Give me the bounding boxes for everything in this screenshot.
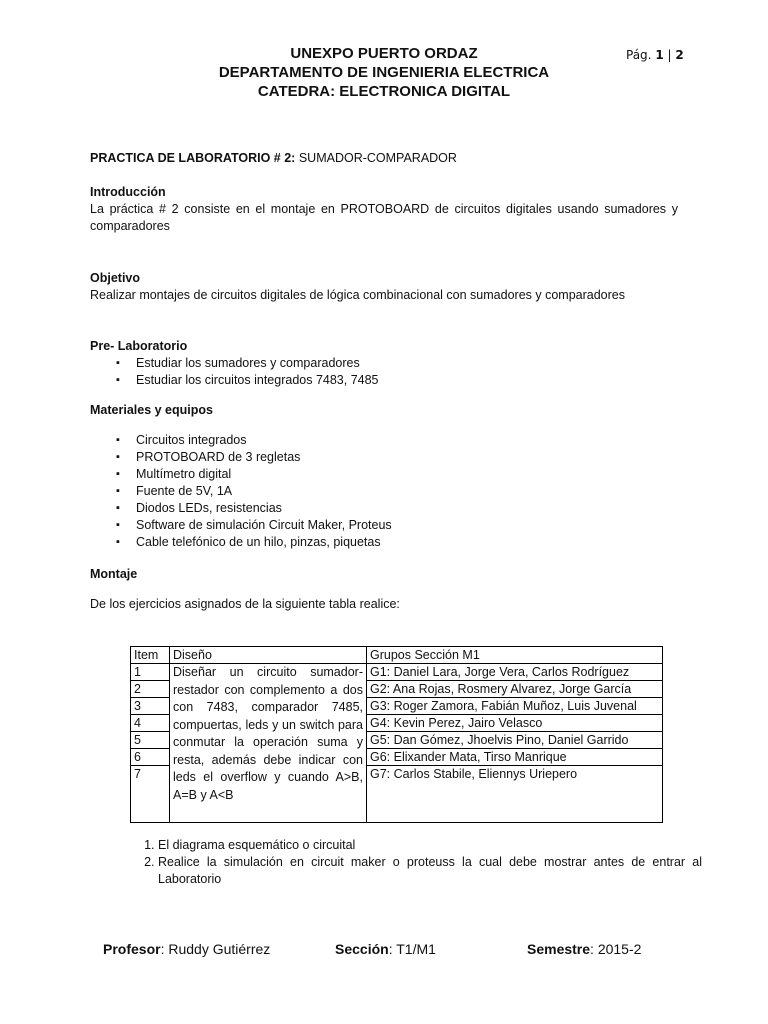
semester-label: Semestre [527,941,591,957]
footer-semester [527,941,641,957]
header-department: DEPARTAMENTO DE INGENIERIA ELECTRICA [218,64,550,81]
assignment-table [130,646,663,823]
design-cell: Diseñar un circuito sumador-restador con complemento a dos con 7483, comparador 7485, compuertas, leds y un switch para conmutar la operación suma y resta, además debe indicar con leds el overflow y cuando A>B, A=B y A<B [170,664,367,823]
list-item: ▪ Diodos LEDs, resistencias [110,500,392,517]
list-item: ▪ Estudiar los sumadores y comparadores [110,355,379,372]
objective-text: Realizar montajes de circuitos digitales de lógica combinacional con sumadores y comparadores [90,288,625,302]
objective-heading: Objetivo [90,271,141,285]
prelab-list [110,355,379,389]
list-item: ▪ Circuitos integrados [110,432,392,449]
item-cell: 2 [131,681,170,698]
header-institution: UNEXPO PUERTO ORDAZ [290,45,478,62]
group-cell: G4: Kevin Perez, Jairo Velasco [367,715,663,732]
professor-value: : Ruddy Gutiérrez [160,941,271,957]
assembly-heading: Montaje [90,567,138,581]
list-item: ▪ Cable telefónico de un hilo, pinzas, piquetas [110,534,392,551]
intro-text: La práctica # 2 consiste en el montaje en PROTOBOARD de circuitos digitales usando sumadores y comparadores [90,202,678,233]
section-label: Sección [335,941,389,957]
page-label: Pág. [626,48,652,62]
header-design: Diseño [170,647,367,664]
list-item: 1. El diagrama esquemático o circuital [158,837,702,854]
table-row [131,664,663,681]
practice-title-bold: PRACTICA DE LABORATORIO # 2: [90,151,296,165]
steps-list [134,837,702,888]
materials-heading: Materiales y equipos [90,403,213,417]
page-number [626,48,684,62]
assembly-intro: De los ejercicios asignados de la siguiente tabla realice: [90,597,400,611]
group-cell: G3: Roger Zamora, Fabián Muñoz, Luis Juvenal [367,698,663,715]
header-item: Item [131,647,170,664]
list-item: ▪ Software de simulación Circuit Maker, Proteus [110,517,392,534]
list-item: 2. Realice la simulación en circuit maker o proteuss la cual debe mostrar antes de entrar al Laboratorio [158,854,702,888]
list-item: ▪ Fuente de 5V, 1A [110,483,392,500]
group-cell: G5: Dan Gómez, Jhoelvis Pino, Daniel Garrido [367,732,663,749]
item-cell: 3 [131,698,170,715]
prelab-heading: Pre- Laboratorio [90,339,188,353]
item-cell: 5 [131,732,170,749]
semester-value: : 2015-2 [590,941,642,957]
intro-heading: Introducción [90,185,166,199]
footer-section [335,941,436,957]
item-cell: 1 [131,664,170,681]
footer-professor [103,941,270,957]
list-item: ▪ Multímetro digital [110,466,392,483]
table-header-row [131,647,663,664]
header-groups: Grupos Sección M1 [367,647,663,664]
item-cell: 7 [131,766,170,823]
header-course: CATEDRA: ELECTRONICA DIGITAL [257,83,511,100]
list-item: ▪ Estudiar los circuitos integrados 7483, 7485 [110,372,379,389]
materials-list [110,432,392,551]
practice-title [90,150,457,167]
page-total: 2 [675,48,684,62]
item-cell: 4 [131,715,170,732]
group-cell: G2: Ana Rojas, Rosmery Alvarez, Jorge García [367,681,663,698]
professor-label: Profesor [103,941,161,957]
item-cell: 6 [131,749,170,766]
list-item: ▪ PROTOBOARD de 3 regletas [110,449,392,466]
page-separator: | [667,48,672,62]
practice-title-rest: SUMADOR-COMPARADOR [298,151,457,165]
group-cell: G1: Daniel Lara, Jorge Vera, Carlos Rodríguez [367,664,663,681]
group-cell: G7: Carlos Stabile, Eliennys Uriepero [367,766,663,823]
page-current: 1 [655,48,664,62]
section-value: : T1/M1 [388,941,436,957]
group-cell: G6: Elixander Mata, Tirso Manrique [367,749,663,766]
